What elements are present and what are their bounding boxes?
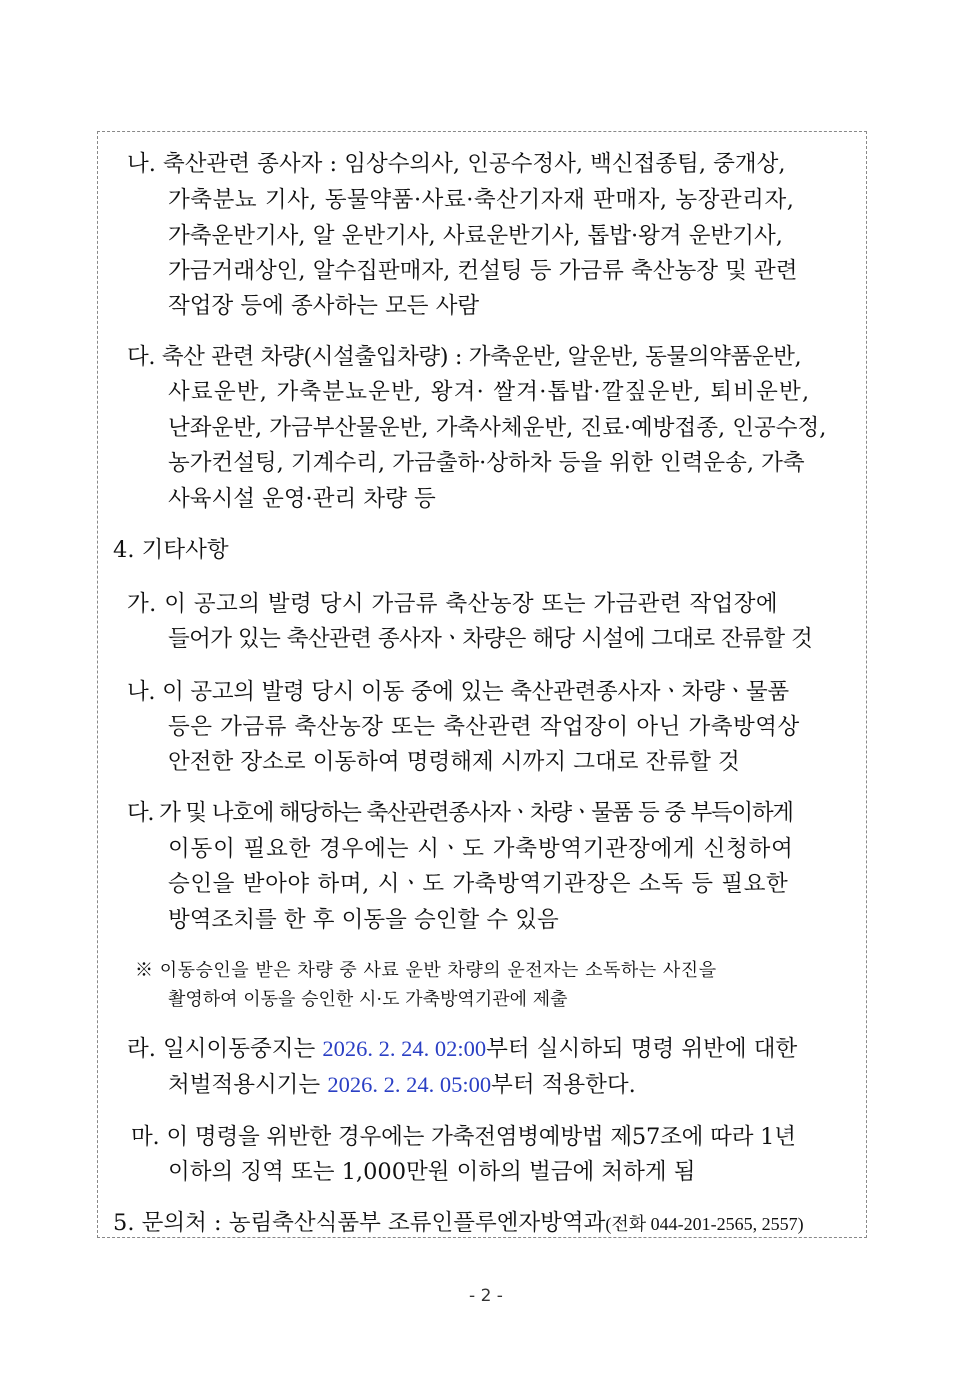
item-na-line-3: 가축운반기사, 알 운반기사, 사료운반기사, 톱밥·왕겨 운반기사, <box>168 223 783 249</box>
item-da-line-4: 농가컨설팅, 기계수리, 가금출하·상하차 등을 위한 인력운송, 가축 <box>168 450 805 476</box>
s4-na-line-3: 안전한 장소로 이동하여 명령해제 시까지 그대로 잔류할 것 <box>168 749 740 775</box>
penalty-datetime: 2026. 2. 24. 05:00 <box>327 1072 492 1097</box>
note-line-1: ※ 이동승인을 받은 차량 중 사료 운반 차량의 운전자는 소독하는 사진을 <box>135 960 717 981</box>
s4-ma-line-1: 마. 이 명령을 위반한 경우에는 가축전염병예방법 제57조에 따라 1년 <box>131 1124 796 1150</box>
s4-na-line-1: 나. 이 공고의 발령 당시 이동 중에 있는 축산관련종사자ㆍ차량ㆍ물품 <box>127 679 789 705</box>
s4-da-line-4: 방역조치를 한 후 이동을 승인할 수 있음 <box>168 907 559 933</box>
s4-ra-text: 라. 일시이동중지는 <box>127 1036 323 1062</box>
s4-da-line-2: 이동이 필요한 경우에는 시ㆍ도 가축방역기관장에게 신청하여 <box>168 836 794 862</box>
s4-ma-line-2: 이하의 징역 또는 1,000만원 이하의 벌금에 처하게 됨 <box>168 1159 696 1185</box>
item-da-line-3: 난좌운반, 가금부산물운반, 가축사체운반, 진료·예방접종, 인공수정, <box>168 415 827 441</box>
item-na-line-2: 가축분뇨 기사, 동물약품·사료·축산기자재 판매자, 농장관리자, <box>168 187 795 213</box>
s4-da-line-1: 다. 가 및 나호에 해당하는 축산관련종사자ㆍ차량ㆍ물품 등 중 부득이하게 <box>127 800 793 826</box>
item-da-line-5: 사육시설 운영·관리 차량 등 <box>168 486 436 512</box>
item-da-line-1: 다. 축산 관련 차량(시설출입차량) : 가축운반, 알운반, 동물의약품운반, <box>127 344 802 370</box>
s4-na-line-2: 등은 가금류 축산농장 또는 축산관련 작업장이 아닌 가축방역상 <box>168 714 800 740</box>
item-na-line-4: 가금거래상인, 알수집판매자, 컨설팅 등 가금류 축산농장 및 관련 <box>168 258 798 284</box>
section-4-heading: 4. 기타사항 <box>113 537 229 563</box>
contact-phone: (전화 044-201-2565, 2557) <box>605 1214 804 1234</box>
s4-ra-text-4: 부터 적용한다. <box>491 1072 636 1098</box>
item-na-line-5: 작업장 등에 종사하는 모든 사람 <box>168 293 480 319</box>
note-line-2: 촬영하여 이동을 승인한 시·도 가축방역기관에 제출 <box>168 989 568 1010</box>
s4-ra-line-1 <box>127 1034 797 1064</box>
page-number: - 2 - <box>469 1286 503 1306</box>
s4-ga-line-1: 가. 이 공고의 발령 당시 가금류 축산농장 또는 가금관련 작업장에 <box>127 591 779 617</box>
start-datetime: 2026. 2. 24. 02:00 <box>322 1036 487 1061</box>
item-na-line-1: 나. 축산관련 종사자 : 임상수의사, 인공수정사, 백신접종팀, 중개상, <box>127 151 786 177</box>
s4-ra-text-2: 부터 실시하되 명령 위반에 대한 <box>486 1036 798 1062</box>
s4-ra-text-3: 처벌적용시기는 <box>168 1072 328 1098</box>
s4-ra-line-2 <box>168 1070 636 1100</box>
s4-ga-line-2: 들어가 있는 축산관련 종사자ㆍ차량은 해당 시설에 그대로 잔류할 것 <box>168 626 813 652</box>
item-da-line-2: 사료운반, 가축분뇨운반, 왕겨· 쌀겨·톱밥·깔짚운반, 퇴비운반, <box>168 379 811 405</box>
section-5-contact <box>113 1208 804 1239</box>
contact-text: 5. 문의처 : 농림축산식품부 조류인플루엔자방역과 <box>113 1210 606 1236</box>
s4-da-line-3: 승인을 받아야 하며, 시ㆍ도 가축방역기관장은 소독 등 필요한 <box>168 871 789 897</box>
